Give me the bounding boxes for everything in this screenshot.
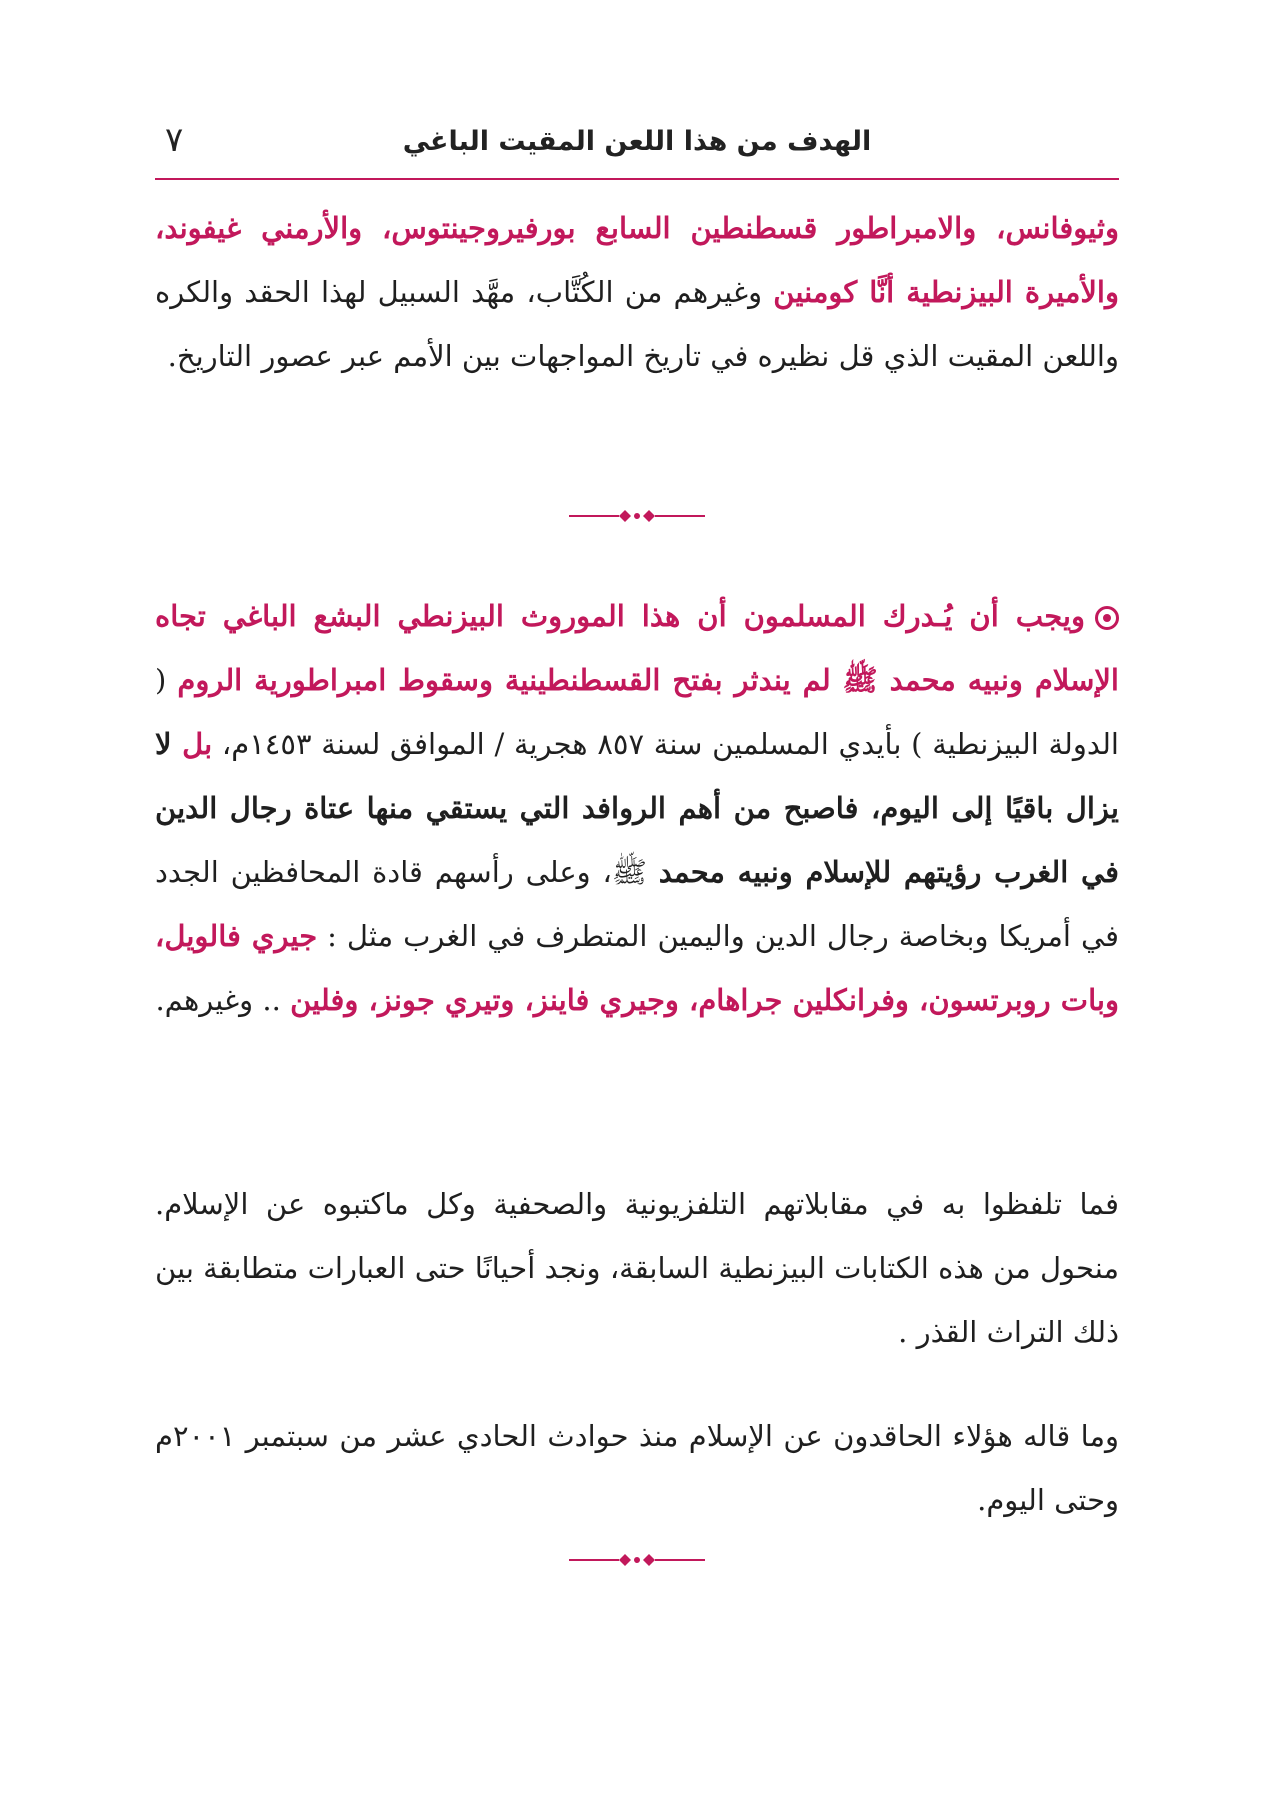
page-number: ٧: [165, 120, 184, 160]
paragraph-3: فما تلفظوا به في مقابلاتهم التلفزيونية والصحفية وكل ماكتبوه عن الإسلام. منحول من هذه الكتابات البيزنطية السابقة، ونجد أحيانًا حتى العبارات متطابقة بين ذلك التراث القذر .: [155, 1187, 1119, 1349]
paragraph-1-text: وغيرهم من الكُتَّاب، مهَّد السبيل لهذا الحقد والكره واللعن المقيت الذي قل نظيره في تاريخ المواجهات بين الأمم عبر عصور التاريخ.: [155, 275, 1119, 373]
paragraph-2-text-b: ﷺ، وعلى رأسهم قادة المحافظين الجدد في أمريكا وبخاصة رجال الدين واليمين المتطرف في الغرب مثل :: [155, 855, 1119, 953]
paragraph-2-lead: ويجب أن يُـدرك المسلمون أن هذا الموروث البيزنطي البشع الباغي تجاه الإسلام ونبيه محمد ﷺ لم يندثر بفتح القسطنطينية وسقوط امبراطورية الروم: [155, 599, 1119, 697]
paragraph-2-word: بل: [182, 727, 213, 761]
paragraph-1: [155, 196, 1119, 388]
paragraph-2: [155, 584, 1167, 1032]
circled-dot-icon: [1095, 606, 1119, 630]
highlighted-names: وثيوفانس، والامبراطور قسطنطين السابع بورفيروجينتوس، والأرمني غيفوند، والأميرة البيزنطية أنَّا كومنين: [155, 211, 1119, 309]
ornament-divider-icon: [567, 1550, 707, 1570]
paragraph-4: وما قاله هؤلاء الحاقدون عن الإسلام منذ حوادث الحادي عشر من سبتمبر ٢٠٠١م وحتى اليوم.: [155, 1419, 1119, 1517]
paragraph-2-bold: لا يزال باقيًا إلى اليوم، فاصبح من أهم الروافد التي يستقي منها عتاة رجال الدين في الغرب رؤيتهم للإسلام ونبيه محمد: [155, 727, 1119, 889]
paragraph-2-text-a: ( الدولة البيزنطية ) بأيدي المسلمين سنة ٨٥٧ هجرية / الموافق لسنة ١٤٥٣م،: [155, 663, 1119, 761]
header-rule: [155, 178, 1119, 180]
highlighted-names-2: جيري فالويل، وبات روبرتسون، وفرانكلين جراهام، وجيري فاينز، وتيري جونز، وفلين: [155, 919, 1119, 1017]
paragraph-2-end: .. وغيرهم.: [155, 983, 291, 1017]
page-header: [155, 112, 1119, 176]
running-title: الهدف من هذا اللعن المقيت الباغي: [402, 126, 872, 157]
ornament-divider-icon: [567, 506, 707, 526]
